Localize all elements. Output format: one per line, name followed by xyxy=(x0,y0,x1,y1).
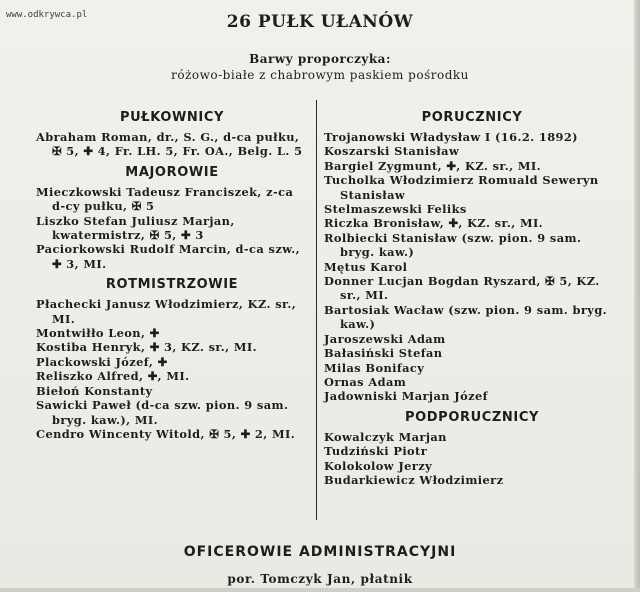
list-item: Biełoń Konstanty xyxy=(36,383,153,398)
list-item: Koszarski Stanisław xyxy=(324,144,460,159)
list-item: Stelmaszewski Feliks xyxy=(324,202,467,217)
list-item: Kolokolow Jerzy xyxy=(324,458,433,473)
left-column xyxy=(36,104,308,441)
right-column xyxy=(324,104,620,487)
list-item: Reliszko Alfred, ✚, MI. xyxy=(36,369,190,384)
list-item: Bartosiak Wacław (szw. pion. 9 sam. bryg. kaw.) xyxy=(324,302,608,332)
list-item: Cendro Wincenty Witold, ✠ 5, ✚ 2, MI. xyxy=(36,426,296,441)
section-heading-oficerowie-administracyjni: OFICEROWIE ADMINISTRACYJNI xyxy=(183,544,457,560)
colors-heading: Barwy proporczyka: xyxy=(249,52,391,66)
list-item: Abraham Roman, dr., S. G., d-ca pułku, ✠ 5, ✚ 4, Fr. LH. 5, Fr. OA., Belg. L. 5 xyxy=(36,130,303,159)
list-item: por. Tomczyk Jan, płatnik xyxy=(227,572,413,586)
list-item: Plackowski Józef, ✚ xyxy=(36,354,168,369)
list-item: Kowalczyk Marjan xyxy=(324,429,447,444)
section-heading-podporucznicy: PODPORUCZNICY xyxy=(405,409,539,425)
list-item: Sawicki Paweł (d-ca szw. pion. 9 sam. bryg. kaw.), MI. xyxy=(36,398,289,427)
section-heading-porucznicy: PORUCZNICY xyxy=(421,110,523,125)
list-item: Mętus Karol xyxy=(324,259,408,274)
section-heading-majorowie: MAJOROWIE xyxy=(125,164,219,180)
column-divider xyxy=(316,100,317,520)
list-item: Mieczkowski Tadeusz Franciszek, z-ca d-cy pułku, ✠ 5 xyxy=(36,184,294,214)
section-heading-pulkownicy: PUŁKOWNICY xyxy=(120,110,224,125)
scan-edge xyxy=(634,0,640,592)
section-heading-rotmistrzowie: ROTMISTRZOWIE xyxy=(105,277,239,293)
list-item: Rolbiecki Stanisław (szw. pion. 9 sam. bryg. kaw.) xyxy=(324,230,582,260)
scan-bottom-edge xyxy=(0,588,640,592)
list-item: Kostiba Henryk, ✚ 3, KZ. sr., MI. xyxy=(36,340,257,355)
list-item: Ornas Adam xyxy=(324,374,407,389)
list-item: Paciorkowski Rudolf Marcin, d-ca szw., ✚ 3, MI. xyxy=(36,242,301,271)
list-item: Jadowniski Marjan Józef xyxy=(324,389,488,404)
list-item: Donner Lucjan Bogdan Ryszard, ✠ 5, KZ. sr., MI. xyxy=(324,274,600,303)
list-item: Tucholka Włodzimierz Romuald Seweryn Stanisław xyxy=(324,173,599,202)
watermark: www.odkrywca.pl xyxy=(6,10,88,20)
list-item: Riczka Bronisław, ✚, KZ. sr., MI. xyxy=(324,216,544,231)
list-item: Trojanowski Władysław I (16.2. 1892) xyxy=(324,130,578,144)
page-title: 26 PUŁK UŁANÓW xyxy=(226,12,414,32)
list-item: Milas Bonifacy xyxy=(324,360,425,375)
colors-text: różowo-białe z chabrowym paskiem pośrodku xyxy=(171,68,469,82)
list-item: Bargiel Zygmunt, ✚, KZ. sr., MI. xyxy=(324,158,541,173)
list-item: Budarkiewicz Włodzimierz xyxy=(324,472,504,487)
list-item: Płachecki Janusz Włodzimierz, KZ. sr., MI. xyxy=(36,297,297,326)
list-item: Montwiłło Leon, ✚ xyxy=(36,326,160,341)
list-item: Jaroszewski Adam xyxy=(324,331,446,346)
list-item: Bałasiński Stefan xyxy=(324,346,443,361)
list-item: Liszko Stefan Juliusz Marjan, kwatermistrz, ✠ 5, ✚ 3 xyxy=(36,213,235,243)
list-item: Tudziński Piotr xyxy=(324,444,428,459)
